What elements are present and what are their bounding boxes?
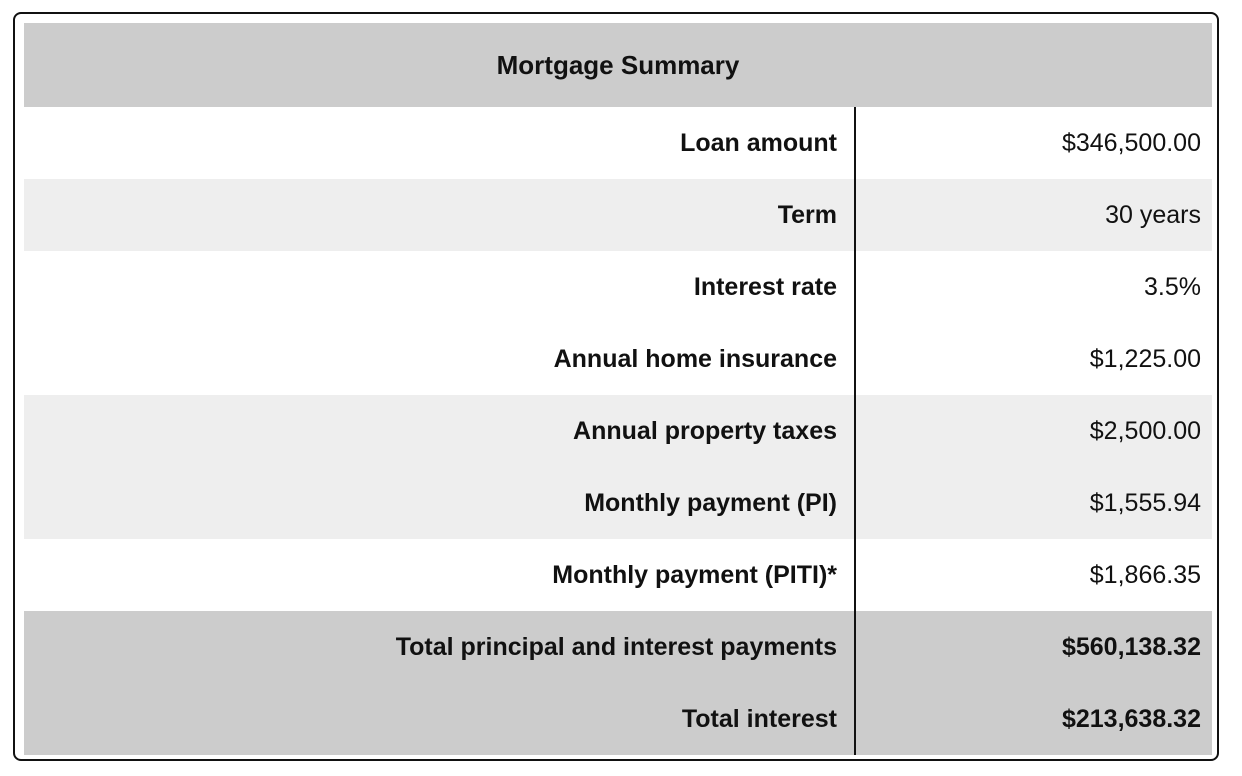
row-value: $1,555.94	[854, 467, 1212, 539]
row-interest-rate	[24, 251, 1212, 323]
row-annual-property-taxes	[24, 395, 1212, 467]
row-total-interest	[24, 683, 1212, 755]
row-value: 3.5%	[854, 251, 1212, 323]
row-label: Monthly payment (PI)	[584, 488, 837, 517]
row-value: $213,638.32	[854, 683, 1212, 755]
row-value: $1,866.35	[854, 539, 1212, 611]
mortgage-summary-table	[24, 23, 1212, 755]
row-total-principal-interest	[24, 611, 1212, 683]
row-value: $1,225.00	[854, 323, 1212, 395]
row-label: Total principal and interest payments	[395, 632, 837, 661]
mortgage-summary-panel	[13, 12, 1219, 761]
row-label: Annual property taxes	[573, 416, 837, 445]
row-value: 30 years	[854, 179, 1212, 251]
row-label: Annual home insurance	[553, 344, 837, 373]
row-value: $2,500.00	[854, 395, 1212, 467]
table-title: Mortgage Summary	[24, 23, 1212, 107]
row-loan-amount	[24, 107, 1212, 179]
row-monthly-payment-pi	[24, 467, 1212, 539]
row-monthly-payment-piti	[24, 539, 1212, 611]
row-label: Total interest	[681, 704, 837, 733]
row-label: Monthly payment (PITI)*	[552, 560, 837, 589]
row-value: $560,138.32	[854, 611, 1212, 683]
summary-rows	[24, 107, 1212, 755]
row-label: Term	[777, 200, 837, 229]
row-label: Interest rate	[693, 272, 837, 301]
row-term	[24, 179, 1212, 251]
row-value: $346,500.00	[854, 107, 1212, 179]
row-annual-home-insurance	[24, 323, 1212, 395]
row-label: Loan amount	[680, 128, 837, 157]
